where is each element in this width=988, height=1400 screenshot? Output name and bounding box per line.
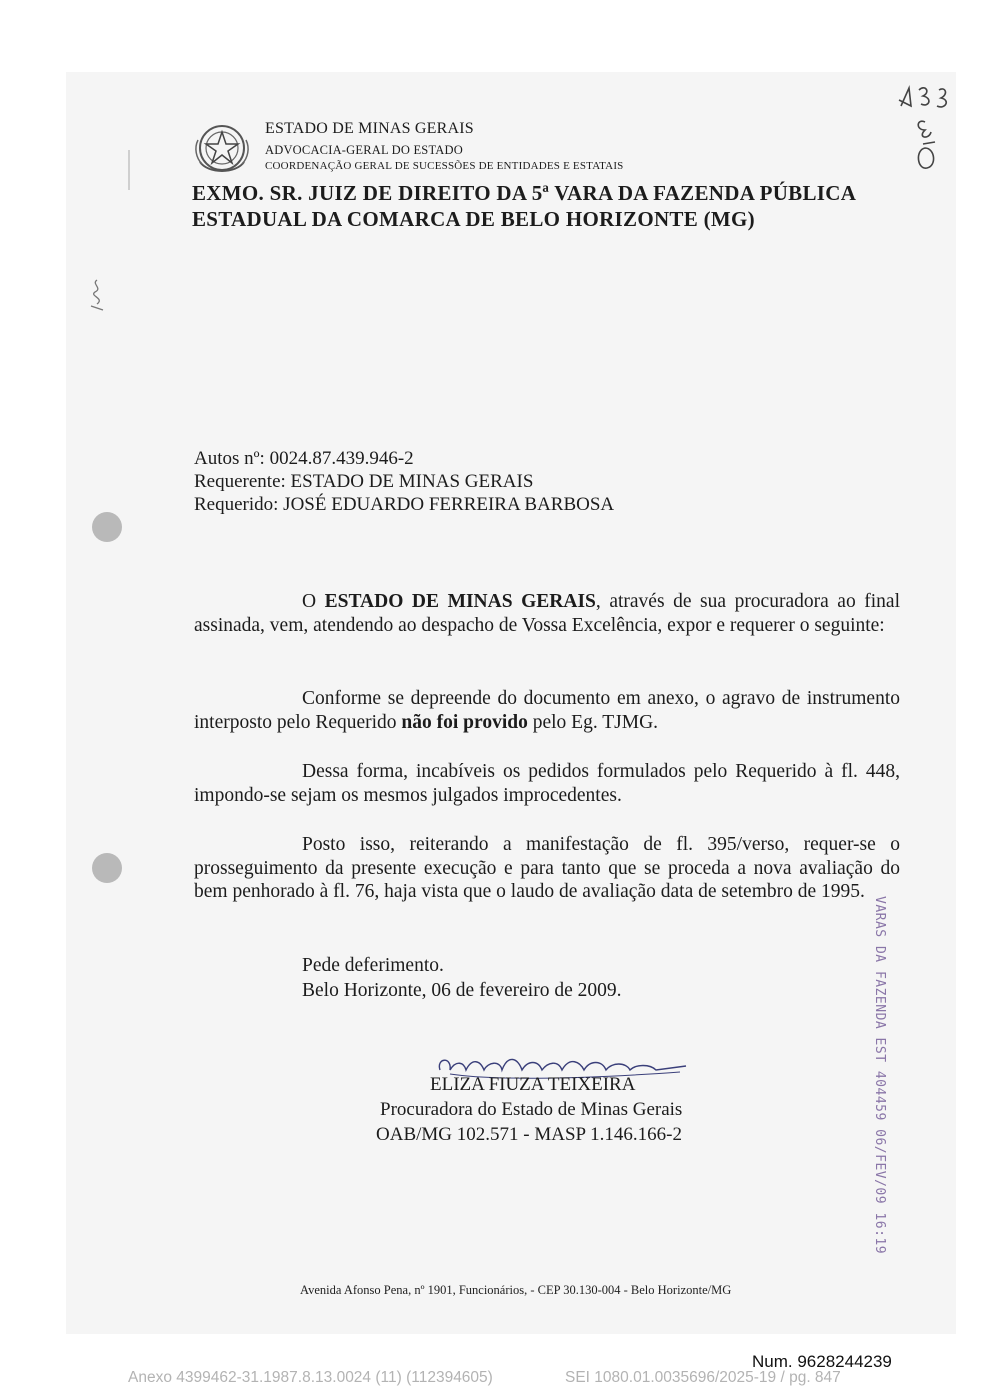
- footer-address: Avenida Afonso Pena, nº 1901, Funcionários, - CEP 30.130-004 - Belo Horizonte/MG: [300, 1283, 732, 1297]
- handwritten-page-number: [895, 78, 965, 178]
- paragraph-2-bold: não foi provido: [401, 711, 528, 733]
- paragraph-2: [194, 687, 900, 734]
- closing-place-date: Belo Horizonte, 06 de fevereiro de 2009.: [302, 980, 622, 1001]
- sei-reference: SEI 1080.01.0035696/2025-19 / pg. 847: [565, 1369, 841, 1386]
- org-line-department: COORDENAÇÃO GERAL DE SUCESSÕES DE ENTIDADES E ESTATAIS: [265, 160, 624, 172]
- signer-registration: OAB/MG 102.571 - MASP 1.146.166-2: [376, 1124, 682, 1145]
- addressee-line1: EXMO. SR. JUIZ DE DIREITO DA 5ª VARA DA FAZENDA PÚBLICA: [192, 181, 857, 205]
- paragraph-4: [194, 833, 900, 904]
- paragraph-1: [194, 590, 900, 637]
- paragraph-3: [194, 760, 900, 807]
- org-line-agency: ADVOCACIA-GERAL DO ESTADO: [265, 143, 463, 157]
- closing: [302, 953, 621, 1003]
- signer-name: ELIZA FIUZA TEIXEIRA: [430, 1074, 636, 1095]
- paragraph-2-post: pelo Eg. TJMG.: [527, 711, 659, 733]
- closing-request: Pede deferimento.: [302, 955, 444, 976]
- paragraph-1-post: , através de sua procuradora ao final assinada, vem, atendendo ao despacho de Vossa Excelência, expor e requerer o seguinte:: [194, 591, 900, 636]
- paragraph-1-bold: ESTADO DE MINAS GERAIS: [324, 591, 596, 612]
- paragraph-4-text: Posto isso, reiterando a manifestação de fl. 395/verso, requer-se o prosseguimento da presente execução e para tanto que se proceda a nova avaliação do bem penhorado à fl. 76, haja vista que o laudo de avaliação data de setembro de 1995.: [194, 834, 900, 902]
- punch-hole-bottom: [92, 853, 122, 883]
- paragraph-2-pre: Conforme se depreende do documento em anexo, o agravo de instrumento interposto pelo Requerido: [194, 688, 900, 733]
- paragraph-3-text: Dessa forma, incabíveis os pedidos formulados pelo Requerido à fl. 448, impondo-se sejam os mesmos julgados improcedentes.: [194, 761, 900, 806]
- case-info: [194, 447, 614, 516]
- addressee-line2: ESTADUAL DA COMARCA DE BELO HORIZONTE (MG): [192, 207, 755, 231]
- addressee: [192, 180, 912, 232]
- handwritten-number-icon: [895, 78, 965, 178]
- margin-line: [128, 150, 130, 190]
- case-number: Autos nº: 0024.87.439.946-2: [194, 448, 414, 469]
- org-line-state: ESTADO DE MINAS GERAIS: [265, 120, 474, 137]
- annex-reference: Anexo 4399462-31.1987.8.13.0024 (11) (112394605): [128, 1369, 493, 1386]
- case-requerido: Requerido: JOSÉ EDUARDO FERREIRA BARBOSA: [194, 494, 615, 515]
- margin-handwritten-mark: [85, 278, 109, 314]
- case-requerente: Requerente: ESTADO DE MINAS GERAIS: [194, 471, 534, 492]
- paragraph-1-pre: O: [302, 591, 325, 612]
- signature-block: [376, 1072, 740, 1147]
- coat-of-arms-icon: [190, 118, 254, 182]
- punch-hole-top: [92, 512, 122, 542]
- signer-title: Procuradora do Estado de Minas Gerais: [380, 1099, 683, 1120]
- document-number: Num. 9628244239: [752, 1352, 892, 1371]
- protocol-stamp: VARAS DA FAZENDA EST 404459 06/FEV/09 16:19: [872, 896, 887, 1255]
